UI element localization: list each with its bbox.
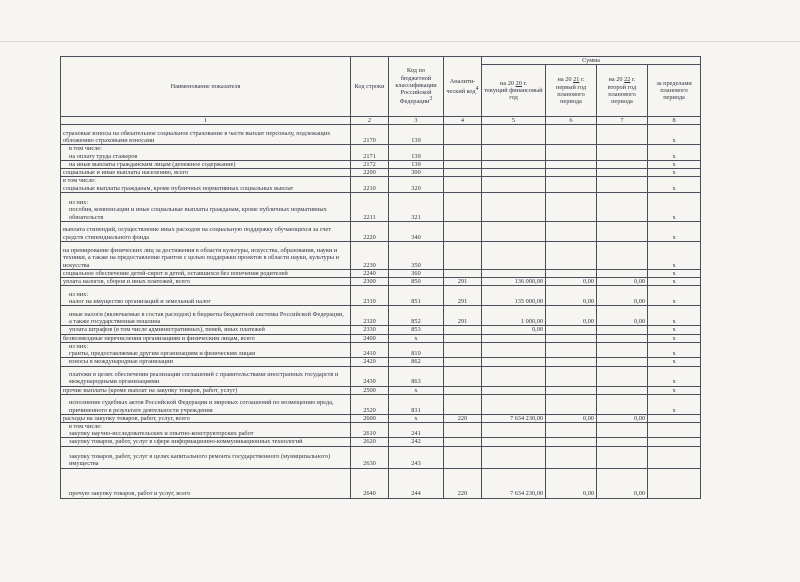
row-value-beyond-plan [648, 422, 701, 437]
row-value-current-year [482, 169, 546, 177]
row-analytic-code [444, 438, 482, 446]
row-name: платежи в целях обеспечения реализации соглашений с правительствами иностранных государств и международными организациями [61, 366, 351, 386]
row-analytic-code [444, 446, 482, 468]
row-line-code: 2211 [351, 192, 389, 221]
row-value-second-plan-year [597, 422, 648, 437]
row-line-code: 2210 [351, 177, 389, 192]
row-value-current-year: 0,00 [482, 326, 546, 334]
header-year-second-plan: на 20 22 г. второй год планового периода [597, 65, 648, 117]
row-value-first-plan-year [546, 269, 597, 277]
row-analytic-code [444, 386, 482, 394]
row-line-code: 2320 [351, 306, 389, 326]
row-value-first-plan-year [546, 366, 597, 386]
row-line-code: 2240 [351, 269, 389, 277]
row-value-beyond-plan: х [648, 394, 701, 414]
row-budget-code: 853 [389, 326, 444, 334]
row-budget-code: 243 [389, 446, 444, 468]
row-value-beyond-plan: х [648, 241, 701, 269]
row-value-second-plan-year [597, 394, 648, 414]
row-value-first-plan-year [546, 358, 597, 366]
header-sum: Сумма [482, 57, 701, 65]
col-number: 1 [61, 117, 351, 125]
header-line-code: Код строки [351, 57, 389, 117]
header-budget-code: Код по бюджетной классификации Российской Федерации$^3$ [389, 57, 444, 117]
row-value-second-plan-year [597, 334, 648, 342]
row-value-second-plan-year [597, 386, 648, 394]
header-year-first-plan: на 20 21 г. первый год планового периода [546, 65, 597, 117]
row-value-first-plan-year [546, 241, 597, 269]
row-value-current-year [482, 241, 546, 269]
row-value-beyond-plan: х [648, 358, 701, 366]
table-row [61, 160, 701, 168]
row-value-beyond-plan: х [648, 386, 701, 394]
row-value-current-year [482, 192, 546, 221]
row-value-beyond-plan: х [648, 160, 701, 168]
financial-plan-table [60, 56, 701, 499]
row-budget-code: 360 [389, 269, 444, 277]
row-line-code: 2300 [351, 278, 389, 286]
row-name: социальное обеспечение детей-сирот и детей, оставшихся без попечения родителей [61, 269, 351, 277]
row-analytic-code [444, 145, 482, 160]
row-value-current-year [482, 366, 546, 386]
row-budget-code: 139 [389, 160, 444, 168]
row-analytic-code [444, 160, 482, 168]
row-value-second-plan-year [597, 177, 648, 192]
row-line-code: 2520 [351, 394, 389, 414]
row-value-current-year: 1 000,00 [482, 306, 546, 326]
table-row [61, 286, 701, 306]
row-name: из них: налог на имущество организаций и земельный налог [61, 286, 351, 306]
row-value-first-plan-year: 0,00 [546, 286, 597, 306]
row-analytic-code [444, 342, 482, 357]
row-name: расходы на закупку товаров, работ, услуг, всего [61, 414, 351, 422]
row-value-current-year [482, 446, 546, 468]
row-budget-code: х [389, 334, 444, 342]
col-number: 5 [482, 117, 546, 125]
row-value-current-year [482, 422, 546, 437]
row-value-beyond-plan: х [648, 145, 701, 160]
row-budget-code: 320 [389, 177, 444, 192]
row-name: исполнение судебных актов Российской Федерации и мировых соглашений по возмещению вреда, причиненного в результате деятельности учреждения [61, 394, 351, 414]
table-row [61, 177, 701, 192]
row-analytic-code [444, 326, 482, 334]
row-value-second-plan-year: 0,00 [597, 414, 648, 422]
row-name: безвозмездные перечисления организациям и физическим лицам, всего [61, 334, 351, 342]
row-value-beyond-plan: х [648, 366, 701, 386]
row-value-current-year [482, 160, 546, 168]
row-value-second-plan-year [597, 160, 648, 168]
row-value-current-year: 135 000,00 [482, 286, 546, 306]
row-value-first-plan-year [546, 221, 597, 241]
row-value-second-plan-year: 0,00 [597, 306, 648, 326]
row-value-beyond-plan: х [648, 278, 701, 286]
row-value-second-plan-year [597, 342, 648, 357]
row-budget-code: 241 [389, 422, 444, 437]
table-row [61, 269, 701, 277]
row-value-beyond-plan: х [648, 334, 701, 342]
row-value-second-plan-year: 0,00 [597, 278, 648, 286]
row-value-beyond-plan: х [648, 192, 701, 221]
row-value-current-year [482, 394, 546, 414]
row-analytic-code [444, 394, 482, 414]
row-value-first-plan-year [546, 438, 597, 446]
row-budget-code: 321 [389, 192, 444, 221]
col-number: 3 [389, 117, 444, 125]
table-row [61, 422, 701, 437]
row-name: из них: пособия, компенсации и иные социальные выплаты гражданам, кроме публичных нормативных обязательств [61, 192, 351, 221]
row-budget-code: 852 [389, 306, 444, 326]
row-value-current-year [482, 269, 546, 277]
row-value-current-year [482, 358, 546, 366]
row-value-first-plan-year: 0,00 [546, 414, 597, 422]
row-analytic-code [444, 169, 482, 177]
financial-plan-table-container [60, 56, 700, 556]
col-number: 6 [546, 117, 597, 125]
row-value-first-plan-year: 0,00 [546, 468, 597, 498]
row-value-first-plan-year [546, 422, 597, 437]
table-row [61, 394, 701, 414]
row-value-beyond-plan: х [648, 326, 701, 334]
row-analytic-code [444, 269, 482, 277]
row-name: на премирование физических лиц за достижения в области культуры, искусства, образования, науки и техники, а также на предоставление грантов с целью поддержки проектов в области науки, культуры и искусства [61, 241, 351, 269]
row-line-code: 2600 [351, 414, 389, 422]
table-row [61, 326, 701, 334]
row-analytic-code: 291 [444, 278, 482, 286]
row-value-beyond-plan: х [648, 177, 701, 192]
header-analytic-code: Аналити-ческий код$^4$ [444, 57, 482, 117]
row-value-second-plan-year [597, 125, 648, 145]
table-row [61, 366, 701, 386]
row-value-second-plan-year [597, 221, 648, 241]
row-value-first-plan-year: 0,00 [546, 278, 597, 286]
row-name: прочую закупку товаров, работ и услуг, всего [61, 468, 351, 498]
row-value-second-plan-year [597, 438, 648, 446]
row-value-first-plan-year [546, 446, 597, 468]
row-budget-code: 851 [389, 286, 444, 306]
row-value-beyond-plan: х [648, 169, 701, 177]
row-budget-code: 831 [389, 394, 444, 414]
row-value-beyond-plan: х [648, 125, 701, 145]
row-value-beyond-plan: х [648, 306, 701, 326]
row-value-first-plan-year: 0,00 [546, 306, 597, 326]
table-row [61, 278, 701, 286]
header-beyond-plan: за пределами планового периода [648, 65, 701, 117]
row-value-first-plan-year [546, 342, 597, 357]
row-line-code: 2171 [351, 145, 389, 160]
row-analytic-code: 220 [444, 468, 482, 498]
row-budget-code: 139 [389, 145, 444, 160]
row-value-second-plan-year [597, 446, 648, 468]
col-number: 4 [444, 117, 482, 125]
table-row [61, 446, 701, 468]
table-row [61, 468, 701, 498]
row-value-second-plan-year: 0,00 [597, 286, 648, 306]
row-value-second-plan-year [597, 269, 648, 277]
header-name: Наименование показателя [61, 57, 351, 117]
row-analytic-code [444, 366, 482, 386]
header-year-current: на 20 20 г. текущий финансовый год [482, 65, 546, 117]
table-body [61, 125, 701, 498]
row-budget-code: х [389, 414, 444, 422]
row-value-current-year [482, 177, 546, 192]
row-analytic-code [444, 177, 482, 192]
row-value-second-plan-year: 0,00 [597, 468, 648, 498]
row-name: уплата штрафов (в том числе административных), пеней, иных платежей [61, 326, 351, 334]
row-name: иные налоги (включаемые в состав расходов) в бюджеты бюджетной системы Российской Федерации, а также государственная пошлина [61, 306, 351, 326]
row-value-first-plan-year [546, 192, 597, 221]
row-name: прочие выплаты (кроме выплат на закупку товаров, работ, услуг) [61, 386, 351, 394]
row-analytic-code [444, 358, 482, 366]
row-line-code: 2330 [351, 326, 389, 334]
table-row [61, 358, 701, 366]
row-value-second-plan-year [597, 169, 648, 177]
row-budget-code: 850 [389, 278, 444, 286]
table-row [61, 342, 701, 357]
table-row [61, 241, 701, 269]
row-name: в том числе: закупку научно-исследовательских и опытно-конструкторских работ [61, 422, 351, 437]
row-line-code: 2620 [351, 438, 389, 446]
row-value-beyond-plan: х [648, 342, 701, 357]
row-value-second-plan-year [597, 366, 648, 386]
row-analytic-code [444, 192, 482, 221]
row-value-current-year [482, 145, 546, 160]
row-value-second-plan-year [597, 145, 648, 160]
row-value-beyond-plan [648, 438, 701, 446]
row-name: взносы в международные организации [61, 358, 351, 366]
row-value-beyond-plan: х [648, 269, 701, 277]
row-analytic-code: 291 [444, 306, 482, 326]
row-value-beyond-plan [648, 414, 701, 422]
table-row [61, 221, 701, 241]
row-value-first-plan-year [546, 326, 597, 334]
row-line-code: 2640 [351, 468, 389, 498]
row-value-first-plan-year [546, 145, 597, 160]
row-value-beyond-plan: х [648, 221, 701, 241]
row-value-current-year [482, 438, 546, 446]
row-value-current-year: 136 000,00 [482, 278, 546, 286]
row-value-second-plan-year [597, 358, 648, 366]
row-value-current-year [482, 221, 546, 241]
row-value-current-year: 7 634 230,00 [482, 468, 546, 498]
row-budget-code: 244 [389, 468, 444, 498]
row-name: закупку товаров, работ, услуг в сфере информационно-коммуникационных технологий [61, 438, 351, 446]
row-line-code: 2220 [351, 221, 389, 241]
row-analytic-code [444, 422, 482, 437]
row-line-code: 2610 [351, 422, 389, 437]
row-value-current-year [482, 386, 546, 394]
row-name: закупку товаров, работ, услуг в целях капитального ремонта государственного (муниципального) имущества [61, 446, 351, 468]
row-value-beyond-plan: х [648, 286, 701, 306]
table-row [61, 438, 701, 446]
row-budget-code: 340 [389, 221, 444, 241]
row-value-first-plan-year [546, 177, 597, 192]
row-analytic-code [444, 221, 482, 241]
row-value-first-plan-year [546, 386, 597, 394]
row-name: уплата налогов, сборов и иных платежей, всего [61, 278, 351, 286]
row-value-beyond-plan [648, 446, 701, 468]
col-number: 2 [351, 117, 389, 125]
row-line-code: 2400 [351, 334, 389, 342]
row-value-current-year: 7 634 230,00 [482, 414, 546, 422]
row-line-code: 2410 [351, 342, 389, 357]
scan-edge-line [0, 41, 800, 42]
row-value-second-plan-year [597, 326, 648, 334]
row-name: страховые взносы на обязательное социальное страхование в части выплат персоналу, подлежащих обложению страховыми взносами [61, 125, 351, 145]
table-row [61, 125, 701, 145]
row-budget-code: 350 [389, 241, 444, 269]
table-row [61, 386, 701, 394]
row-name: социальные и иные выплаты населению, всего [61, 169, 351, 177]
row-line-code: 2430 [351, 366, 389, 386]
row-budget-code: 242 [389, 438, 444, 446]
row-name: выплата стипендий, осуществление иных расходов на социальную поддержку обучающихся за счет средств стипендиального фонда [61, 221, 351, 241]
table-row [61, 306, 701, 326]
row-value-current-year [482, 334, 546, 342]
row-value-current-year [482, 125, 546, 145]
col-number: 7 [597, 117, 648, 125]
row-value-first-plan-year [546, 334, 597, 342]
row-line-code: 2420 [351, 358, 389, 366]
row-value-first-plan-year [546, 160, 597, 168]
table-row [61, 334, 701, 342]
row-name: из них: гранты, предоставляемые другим организациям и физическим лицам [61, 342, 351, 357]
row-budget-code: 300 [389, 169, 444, 177]
row-value-first-plan-year [546, 169, 597, 177]
row-line-code: 2630 [351, 446, 389, 468]
column-numbers-row [61, 117, 701, 125]
row-name: в том числе: социальные выплаты гражданам, кроме публичных нормативных социальных выплат [61, 177, 351, 192]
row-line-code: 2230 [351, 241, 389, 269]
row-value-second-plan-year [597, 241, 648, 269]
row-budget-code: 862 [389, 358, 444, 366]
row-value-current-year [482, 342, 546, 357]
row-name: в том числе: на оплату труда стажеров [61, 145, 351, 160]
row-analytic-code [444, 241, 482, 269]
row-budget-code: х [389, 386, 444, 394]
row-line-code: 2310 [351, 286, 389, 306]
row-line-code: 2500 [351, 386, 389, 394]
row-value-first-plan-year [546, 125, 597, 145]
row-budget-code: 810 [389, 342, 444, 357]
table-row [61, 414, 701, 422]
row-line-code: 2200 [351, 169, 389, 177]
row-line-code: 2170 [351, 125, 389, 145]
col-number: 8 [648, 117, 701, 125]
row-analytic-code [444, 334, 482, 342]
row-budget-code: 863 [389, 366, 444, 386]
row-value-beyond-plan [648, 468, 701, 498]
table-row [61, 169, 701, 177]
row-name: на иные выплаты гражданским лицам (денежное содержание) [61, 160, 351, 168]
row-analytic-code [444, 125, 482, 145]
table-row [61, 192, 701, 221]
row-budget-code: 139 [389, 125, 444, 145]
row-line-code: 2172 [351, 160, 389, 168]
row-analytic-code: 220 [444, 414, 482, 422]
row-analytic-code: 291 [444, 286, 482, 306]
row-value-second-plan-year [597, 192, 648, 221]
table-row [61, 145, 701, 160]
row-value-first-plan-year [546, 394, 597, 414]
